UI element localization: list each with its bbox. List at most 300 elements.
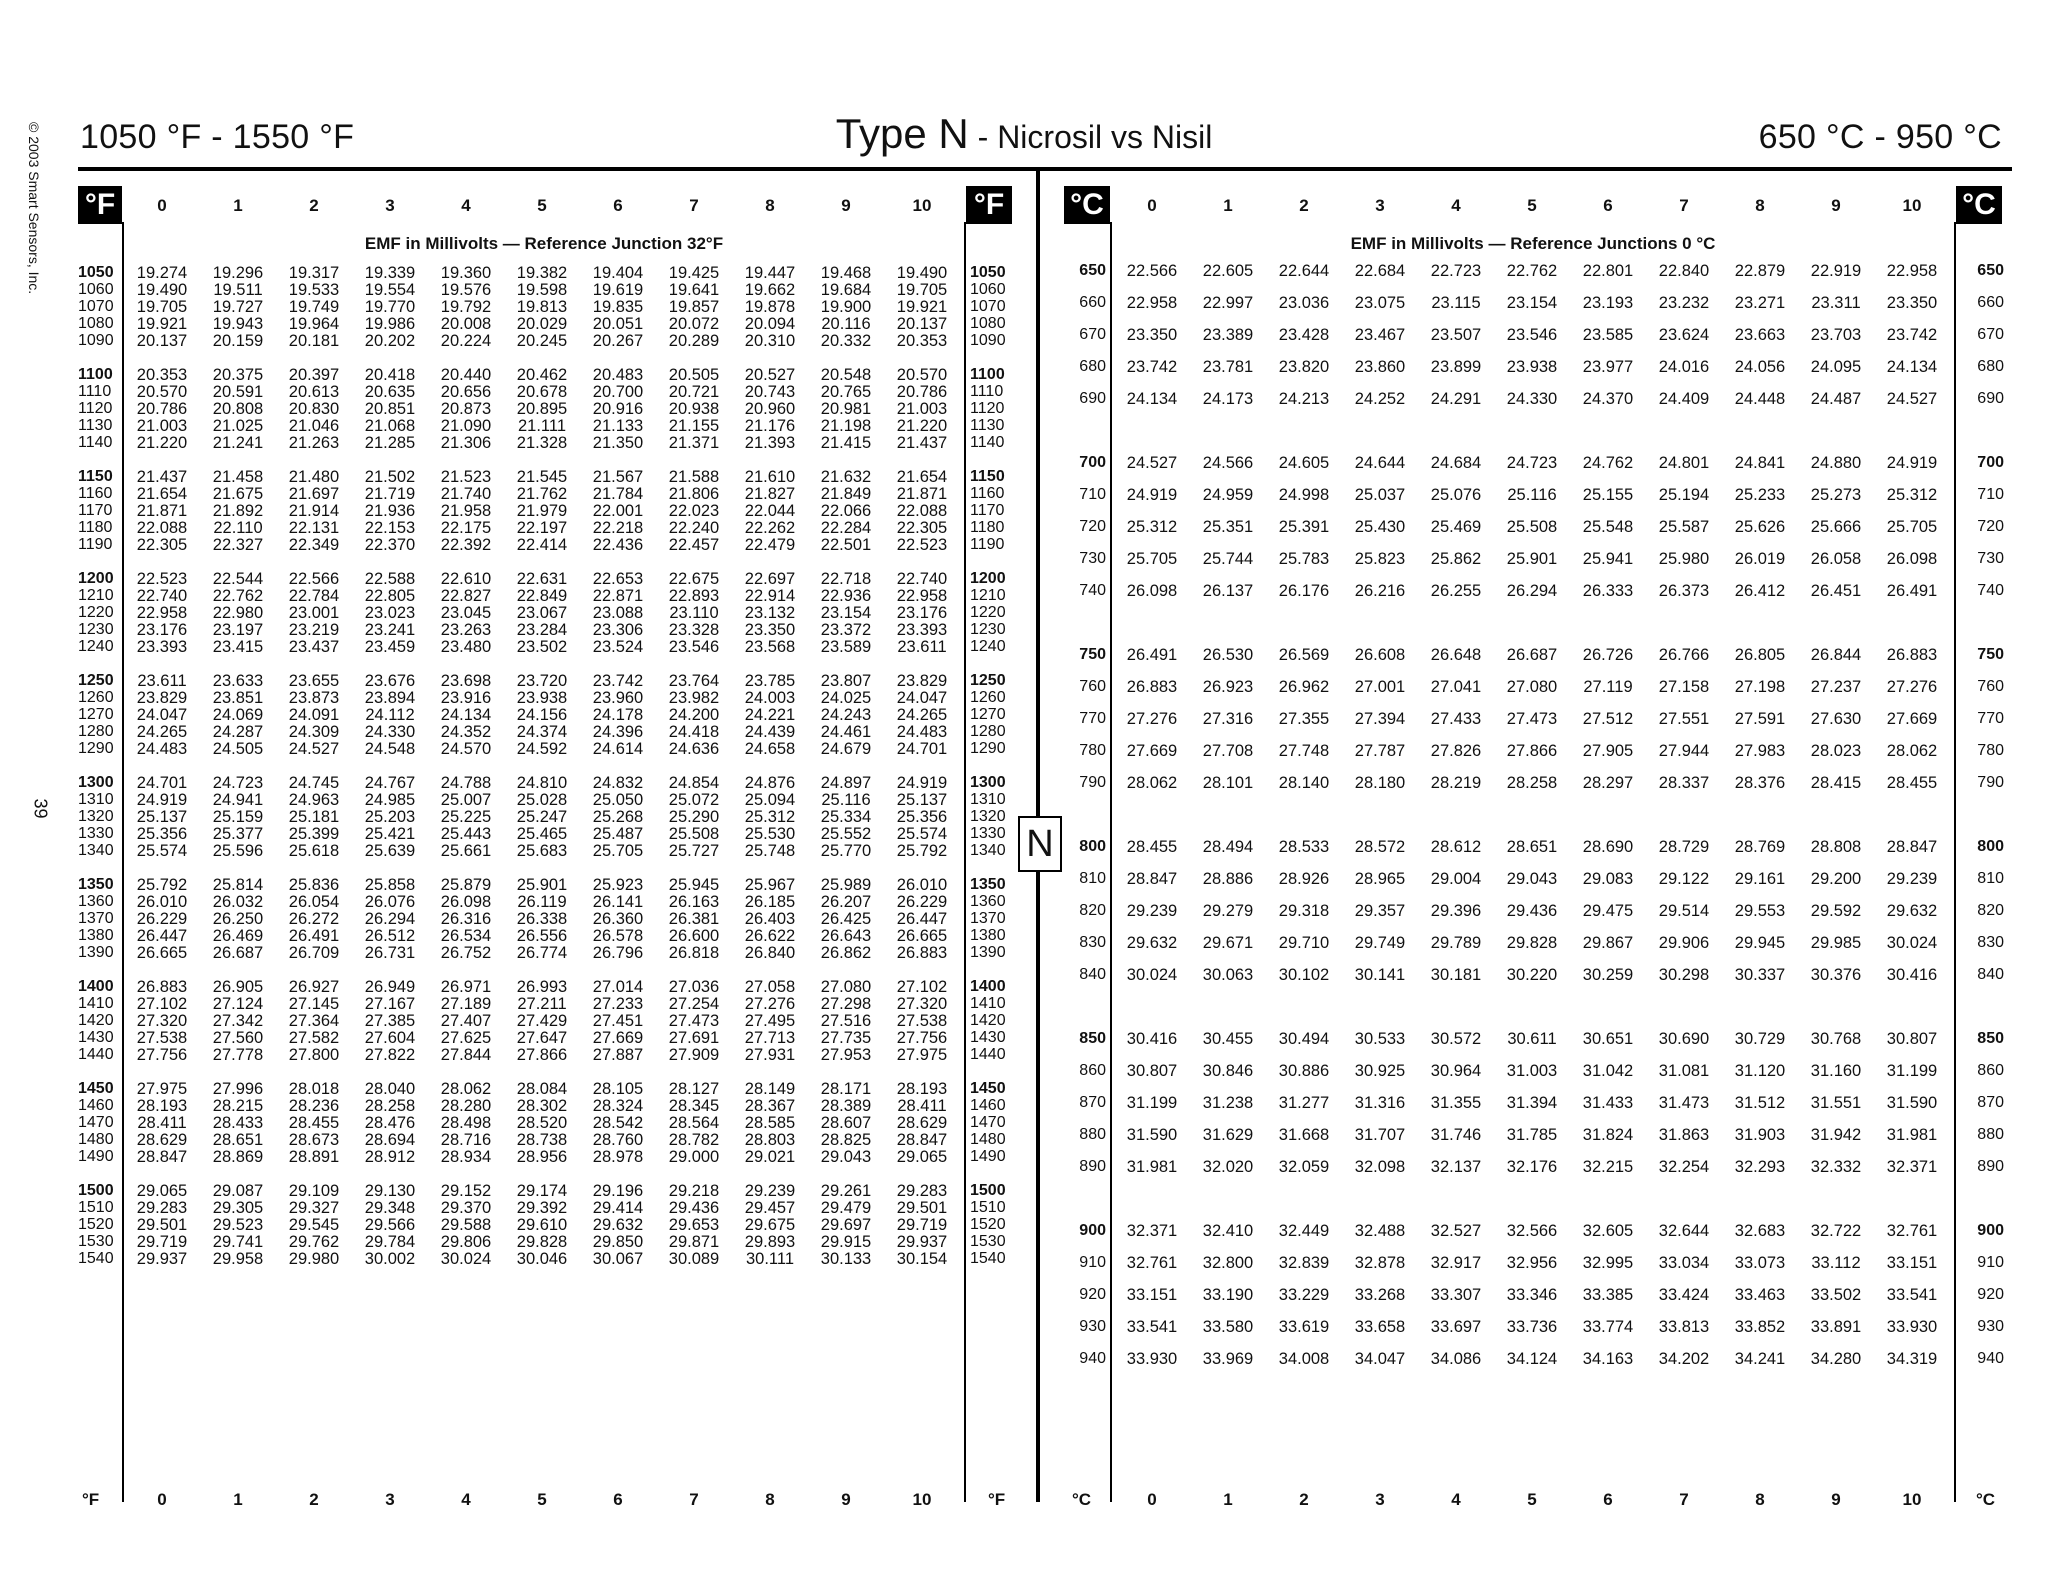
c-value-cell: 22.879	[1734, 262, 1786, 280]
f-value-cell: 21.241	[212, 434, 264, 452]
f-value-cell: 25.007	[440, 791, 492, 809]
f-value-cell: 20.916	[592, 400, 644, 418]
f-value-cell: 22.218	[592, 519, 644, 537]
c-row-label-right: 820	[1977, 902, 2004, 919]
c-value-cell: 28.572	[1354, 838, 1406, 856]
f-value-cell: 25.639	[364, 842, 416, 860]
f-value-cell: 27.320	[136, 1012, 188, 1030]
f-row-label: 1340	[78, 842, 114, 859]
f-value-cell: 20.137	[896, 315, 948, 333]
c-value-cell: 30.102	[1278, 966, 1330, 984]
f-col-footer: 1	[233, 1490, 243, 1509]
c-value-cell: 26.019	[1734, 550, 1786, 568]
f-row-label-right: 1460	[970, 1097, 1006, 1114]
f-value-cell: 29.523	[212, 1216, 264, 1234]
c-value-cell: 31.473	[1658, 1094, 1710, 1112]
c-row-label-right: 690	[1977, 390, 2004, 407]
c-value-cell: 32.020	[1202, 1158, 1254, 1176]
f-value-cell: 29.784	[364, 1233, 416, 1251]
f-value-cell: 26.883	[896, 944, 948, 962]
f-row-label: 1520	[78, 1216, 114, 1233]
c-value-cell: 25.705	[1126, 550, 1178, 568]
f-value-cell: 26.010	[896, 876, 948, 894]
f-row-label-right: 1440	[970, 1046, 1006, 1063]
f-col-footer: 8	[765, 1490, 775, 1509]
f-value-cell: 19.404	[592, 264, 644, 282]
c-value-cell: 23.467	[1354, 326, 1406, 344]
c-value-cell: 31.081	[1658, 1062, 1710, 1080]
f-value-cell: 28.629	[896, 1114, 948, 1132]
c-value-cell: 29.906	[1658, 934, 1710, 952]
f-row-label-right: 1090	[970, 332, 1006, 349]
c-value-cell: 31.160	[1810, 1062, 1862, 1080]
f-value-cell: 27.735	[820, 1029, 872, 1047]
c-value-cell: 23.428	[1278, 326, 1330, 344]
f-row-label: 1500	[78, 1182, 114, 1199]
f-value-cell: 28.411	[137, 1114, 187, 1132]
f-value-cell: 22.523	[896, 536, 948, 554]
f-value-cell: 21.176	[744, 417, 796, 435]
f-value-cell: 20.094	[744, 315, 796, 333]
c-value-cell: 29.985	[1810, 934, 1862, 952]
c-value-cell: 30.298	[1658, 966, 1710, 984]
f-row-label-right: 1380	[970, 927, 1006, 944]
c-value-cell: 23.899	[1430, 358, 1482, 376]
c-col-footer: 2	[1299, 1490, 1309, 1509]
c-value-cell: 32.215	[1582, 1158, 1634, 1176]
f-value-cell: 25.356	[896, 808, 948, 826]
c-value-cell: 27.551	[1658, 710, 1710, 728]
f-value-cell: 26.381	[668, 910, 720, 928]
f-value-cell: 24.461	[820, 723, 872, 741]
f-value-cell: 25.705	[592, 842, 644, 860]
c-value-cell: 31.668	[1278, 1126, 1330, 1144]
f-value-cell: 22.457	[668, 536, 720, 554]
c-value-cell: 24.252	[1354, 390, 1406, 408]
f-value-cell: 28.869	[212, 1148, 264, 1166]
f-value-cell: 23.720	[516, 672, 568, 690]
c-value-cell: 33.736	[1506, 1318, 1558, 1336]
c-value-cell: 29.279	[1202, 902, 1254, 920]
c-value-cell: 31.590	[1886, 1094, 1938, 1112]
c-value-cell: 28.926	[1278, 870, 1330, 888]
f-value-cell: 28.411	[897, 1097, 947, 1115]
unit-c-left: °C	[1064, 186, 1110, 224]
f-value-cell: 19.705	[896, 281, 948, 299]
f-value-cell: 21.936	[364, 502, 416, 520]
f-col-header: 3	[385, 196, 395, 215]
c-value-cell: 26.923	[1202, 678, 1254, 696]
f-row-label-right: 1280	[970, 723, 1006, 740]
f-value-cell: 20.375	[212, 366, 264, 384]
c-row-label: 670	[1079, 326, 1106, 343]
f-value-cell: 21.567	[592, 468, 644, 486]
f-value-cell: 27.538	[136, 1029, 188, 1047]
f-value-cell: 24.767	[364, 774, 416, 792]
c-value-cell: 30.376	[1810, 966, 1862, 984]
f-value-cell: 19.490	[136, 281, 188, 299]
c-value-cell: 24.919	[1126, 486, 1178, 504]
f-value-cell: 24.418	[668, 723, 720, 741]
c-value-cell: 23.624	[1658, 326, 1710, 344]
f-row-label-right: 1430	[970, 1029, 1006, 1046]
f-value-cell: 22.327	[212, 536, 264, 554]
f-value-cell: 21.111	[517, 417, 567, 435]
f-footer-right-unit: °F	[988, 1490, 1006, 1509]
f-value-cell: 25.814	[212, 876, 264, 894]
f-row-label: 1200	[78, 570, 114, 587]
f-row-label: 1270	[78, 706, 114, 723]
f-value-cell: 21.025	[212, 417, 264, 435]
f-row-label: 1460	[78, 1097, 114, 1114]
f-row-label-right: 1060	[970, 281, 1006, 298]
f-value-cell: 22.718	[820, 570, 872, 588]
c-value-cell: 27.473	[1506, 710, 1558, 728]
f-value-cell: 27.909	[668, 1046, 720, 1064]
f-value-cell: 27.625	[440, 1029, 492, 1047]
f-value-cell: 24.548	[364, 740, 416, 758]
f-value-cell: 25.792	[136, 876, 188, 894]
f-value-cell: 24.614	[592, 740, 644, 758]
c-row-label: 650	[1079, 262, 1106, 279]
c-value-cell: 32.059	[1278, 1158, 1330, 1176]
f-value-cell: 23.851	[212, 689, 264, 707]
c-value-cell: 26.491	[1886, 582, 1938, 600]
c-value-cell: 29.239	[1126, 902, 1178, 920]
f-value-cell: 25.487	[592, 825, 644, 843]
c-subtitle: EMF in Millivolts — Reference Junctions 0 °C	[1350, 234, 1716, 253]
c-value-cell: 26.373	[1658, 582, 1710, 600]
c-value-cell: 29.043	[1506, 870, 1558, 888]
f-value-cell: 23.589	[820, 638, 872, 656]
c-value-cell: 31.199	[1126, 1094, 1178, 1112]
f-value-cell: 22.305	[136, 536, 188, 554]
f-value-cell: 21.480	[288, 468, 340, 486]
f-value-cell: 25.945	[668, 876, 720, 894]
f-value-cell: 24.112	[365, 706, 415, 724]
page-title	[0, 110, 2048, 158]
f-value-cell: 23.415	[212, 638, 264, 656]
f-value-cell: 19.274	[136, 264, 188, 282]
f-value-cell: 28.803	[744, 1131, 796, 1149]
c-value-cell: 25.587	[1658, 518, 1710, 536]
f-value-cell: 26.643	[820, 927, 872, 945]
header-rule	[78, 167, 2012, 171]
f-value-cell: 23.372	[820, 621, 872, 639]
c-value-cell: 32.800	[1202, 1254, 1254, 1272]
f-value-cell: 29.436	[668, 1199, 720, 1217]
f-row-label-right: 1370	[970, 910, 1006, 927]
c-value-cell: 33.852	[1734, 1318, 1786, 1336]
c-row-label: 730	[1079, 550, 1106, 567]
f-value-cell: 23.328	[668, 621, 720, 639]
f-value-cell: 27.756	[136, 1046, 188, 1064]
f-value-cell: 29.871	[668, 1233, 720, 1251]
c-value-cell: 32.176	[1506, 1158, 1558, 1176]
c-value-cell: 32.722	[1810, 1222, 1862, 1240]
c-value-cell: 29.004	[1430, 870, 1482, 888]
c-value-cell: 29.396	[1430, 902, 1482, 920]
f-value-cell: 21.784	[592, 485, 644, 503]
c-value-cell: 31.785	[1506, 1126, 1558, 1144]
c-value-cell: 23.154	[1506, 294, 1558, 312]
c-value-cell: 32.488	[1354, 1222, 1406, 1240]
f-value-cell: 28.040	[364, 1080, 416, 1098]
f-value-cell: 28.498	[440, 1114, 492, 1132]
c-row-label-right: 810	[1977, 870, 2004, 887]
c-value-cell: 24.605	[1278, 454, 1330, 472]
f-value-cell: 29.261	[820, 1182, 872, 1200]
c-value-cell: 30.494	[1278, 1030, 1330, 1048]
f-value-cell: 29.370	[440, 1199, 492, 1217]
f-value-cell: 27.975	[136, 1080, 188, 1098]
f-value-cell: 26.316	[440, 910, 492, 928]
c-value-cell: 24.330	[1506, 390, 1558, 408]
c-value-cell: 30.533	[1354, 1030, 1406, 1048]
f-value-cell: 24.919	[136, 791, 188, 809]
f-value-cell: 25.574	[136, 842, 188, 860]
c-value-cell: 28.219	[1430, 774, 1482, 792]
f-value-cell: 28.258	[364, 1097, 416, 1115]
c-value-cell: 31.199	[1886, 1062, 1938, 1080]
c-value-cell: 23.271	[1734, 294, 1786, 312]
c-value-cell: 27.355	[1278, 710, 1330, 728]
c-value-cell: 22.801	[1582, 262, 1634, 280]
f-row-label-right: 1500	[970, 1182, 1006, 1199]
c-row-label: 690	[1079, 390, 1106, 407]
f-row-label-right: 1150	[970, 468, 1005, 485]
c-col-header: 0	[1147, 196, 1157, 215]
c-value-cell: 24.527	[1886, 390, 1938, 408]
c-col-footer: 5	[1527, 1490, 1537, 1509]
c-value-cell: 32.371	[1886, 1158, 1938, 1176]
f-value-cell: 28.891	[288, 1148, 340, 1166]
f-value-cell: 23.785	[744, 672, 796, 690]
c-value-cell: 26.058	[1810, 550, 1862, 568]
f-value-cell: 27.560	[212, 1029, 264, 1047]
c-value-cell: 28.101	[1202, 774, 1254, 792]
f-value-cell: 25.923	[592, 876, 644, 894]
f-value-cell: 25.159	[212, 808, 264, 826]
f-value-cell: 22.740	[896, 570, 948, 588]
c-value-cell: 33.463	[1734, 1286, 1786, 1304]
f-value-cell: 27.276	[744, 995, 796, 1013]
f-value-cell: 23.916	[440, 689, 492, 707]
c-row-label: 890	[1079, 1158, 1106, 1175]
f-row-label: 1240	[78, 638, 114, 655]
f-value-cell: 26.600	[668, 927, 720, 945]
f-value-cell: 20.289	[668, 332, 720, 350]
c-value-cell: 24.527	[1126, 454, 1178, 472]
c-value-cell: 30.611	[1507, 1030, 1557, 1048]
c-value-cell: 23.585	[1582, 326, 1634, 344]
f-value-cell: 29.501	[136, 1216, 188, 1234]
f-value-cell: 19.533	[288, 281, 340, 299]
f-value-cell: 27.800	[288, 1046, 340, 1064]
c-value-cell: 33.268	[1354, 1286, 1406, 1304]
f-value-cell: 21.849	[820, 485, 872, 503]
f-value-cell: 26.403	[744, 910, 796, 928]
f-value-cell: 26.229	[136, 910, 188, 928]
c-value-cell: 32.371	[1126, 1222, 1178, 1240]
c-value-cell: 28.651	[1506, 838, 1558, 856]
f-value-cell: 26.010	[136, 893, 188, 911]
c-row-label-right: 660	[1977, 294, 2004, 311]
f-value-cell: 28.651	[212, 1131, 264, 1149]
f-value-cell: 28.193	[136, 1097, 188, 1115]
f-value-cell: 29.741	[212, 1233, 264, 1251]
f-row-label-right: 1220	[970, 604, 1006, 621]
c-row-label-right: 840	[1977, 966, 2004, 983]
c-value-cell: 23.742	[1886, 326, 1938, 344]
f-value-cell: 21.958	[440, 502, 492, 520]
f-value-cell: 20.440	[440, 366, 492, 384]
f-value-cell: 24.941	[212, 791, 264, 809]
c-value-cell: 30.024	[1126, 966, 1178, 984]
f-value-cell: 22.044	[744, 502, 796, 520]
f-value-cell: 21.740	[440, 485, 492, 503]
c-value-cell: 24.213	[1278, 390, 1330, 408]
f-value-cell: 27.385	[364, 1012, 416, 1030]
c-value-cell: 22.958	[1126, 294, 1178, 312]
c-value-cell: 28.140	[1278, 774, 1330, 792]
f-value-cell: 26.229	[896, 893, 948, 911]
f-row-label: 1320	[78, 808, 114, 825]
f-value-cell: 23.611	[897, 638, 947, 656]
c-value-cell: 26.098	[1126, 582, 1178, 600]
f-footer-left-unit: °F	[82, 1490, 100, 1509]
f-value-cell: 27.713	[744, 1029, 796, 1047]
c-row-label: 940	[1079, 1350, 1106, 1367]
f-value-cell: 26.163	[668, 893, 720, 911]
c-col-footer: 9	[1831, 1490, 1841, 1509]
f-value-cell: 21.437	[896, 434, 948, 452]
f-value-cell: 28.345	[668, 1097, 720, 1115]
f-value-cell: 23.698	[440, 672, 492, 690]
f-value-cell: 19.792	[440, 298, 492, 316]
c-value-cell: 31.003	[1506, 1062, 1558, 1080]
c-value-cell: 25.666	[1810, 518, 1862, 536]
f-row-label-right: 1170	[970, 502, 1005, 519]
c-row-label-right: 830	[1977, 934, 2004, 951]
f-value-cell: 20.873	[440, 400, 492, 418]
c-value-cell: 30.925	[1354, 1062, 1406, 1080]
c-value-cell: 27.316	[1202, 710, 1254, 728]
f-value-cell: 27.822	[364, 1046, 416, 1064]
c-value-cell: 26.176	[1278, 582, 1330, 600]
f-value-cell: 24.287	[212, 723, 264, 741]
f-value-cell: 24.243	[820, 706, 872, 724]
f-value-cell: 25.552	[820, 825, 872, 843]
c-value-cell: 27.001	[1354, 678, 1406, 696]
c-row-label: 680	[1079, 358, 1106, 375]
f-value-cell: 25.574	[896, 825, 948, 843]
f-value-cell: 20.202	[364, 332, 416, 350]
page-number: 39	[30, 798, 51, 819]
f-value-cell: 20.786	[896, 383, 948, 401]
c-value-cell: 26.530	[1202, 646, 1254, 664]
c-value-cell: 25.233	[1734, 486, 1786, 504]
c-value-cell: 34.202	[1658, 1350, 1710, 1368]
c-value-cell: 28.062	[1886, 742, 1938, 760]
f-value-cell: 28.520	[516, 1114, 568, 1132]
f-value-cell: 25.137	[136, 808, 188, 826]
f-value-cell: 24.330	[364, 723, 416, 741]
f-value-cell: 20.332	[820, 332, 872, 350]
f-value-cell: 27.975	[896, 1046, 948, 1064]
c-row-label-right: 740	[1977, 582, 2004, 599]
c-value-cell: 30.024	[1886, 934, 1938, 952]
c-value-cell: 30.651	[1582, 1030, 1634, 1048]
c-value-cell: 29.357	[1354, 902, 1406, 920]
c-value-cell: 24.134	[1886, 358, 1938, 376]
f-value-cell: 21.502	[364, 468, 416, 486]
c-value-cell: 25.823	[1354, 550, 1406, 568]
f-value-cell: 22.849	[516, 587, 568, 605]
f-value-cell: 26.185	[744, 893, 796, 911]
c-value-cell: 25.508	[1506, 518, 1558, 536]
f-value-cell: 24.374	[516, 723, 568, 741]
c-value-cell: 23.115	[1431, 294, 1481, 312]
c-value-cell: 23.036	[1278, 294, 1330, 312]
c-value-cell: 31.903	[1734, 1126, 1786, 1144]
f-value-cell: 28.782	[668, 1131, 720, 1149]
f-value-cell: 21.003	[896, 400, 948, 418]
f-row-label-right: 1210	[970, 587, 1006, 604]
f-value-cell: 28.847	[896, 1131, 948, 1149]
f-row-label-right: 1250	[970, 672, 1006, 689]
c-value-cell: 22.605	[1202, 262, 1254, 280]
c-value-cell: 27.669	[1886, 710, 1938, 728]
f-row-label: 1250	[78, 672, 114, 689]
c-value-cell: 33.112	[1811, 1254, 1861, 1272]
c-value-cell: 26.883	[1886, 646, 1938, 664]
f-value-cell: 24.985	[364, 791, 416, 809]
f-row-label: 1050	[78, 264, 114, 281]
f-value-cell: 21.871	[136, 502, 188, 520]
c-col-header: 2	[1299, 196, 1309, 215]
f-value-cell: 21.979	[516, 502, 568, 520]
f-value-cell: 22.958	[896, 587, 948, 605]
c-value-cell: 23.938	[1506, 358, 1558, 376]
c-value-cell: 25.626	[1734, 518, 1786, 536]
c-value-cell: 23.193	[1582, 294, 1634, 312]
f-value-cell: 20.029	[516, 315, 568, 333]
f-row-label: 1180	[78, 519, 113, 536]
f-value-cell: 22.088	[136, 519, 188, 537]
c-value-cell: 24.959	[1202, 486, 1254, 504]
c-value-cell: 33.580	[1202, 1318, 1254, 1336]
c-value-cell: 26.412	[1734, 582, 1786, 600]
f-col-header: 0	[157, 196, 167, 215]
f-value-cell: 25.530	[744, 825, 796, 843]
f-value-cell: 24.396	[592, 723, 644, 741]
f-value-cell: 21.458	[212, 468, 264, 486]
c-value-cell: 29.632	[1126, 934, 1178, 952]
f-col-footer: 7	[689, 1490, 699, 1509]
f-value-cell: 21.393	[744, 434, 796, 452]
f-value-cell: 25.792	[896, 842, 948, 860]
f-value-cell: 20.678	[516, 383, 568, 401]
f-row-label: 1110	[78, 383, 112, 400]
c-value-cell: 33.034	[1658, 1254, 1710, 1272]
f-col-header: 9	[841, 196, 851, 215]
f-value-cell: 26.905	[212, 978, 264, 996]
f-value-cell: 29.348	[364, 1199, 416, 1217]
f-row-label-right: 1320	[970, 808, 1006, 825]
f-row-label-right: 1480	[970, 1131, 1006, 1148]
f-value-cell: 19.554	[364, 281, 416, 299]
